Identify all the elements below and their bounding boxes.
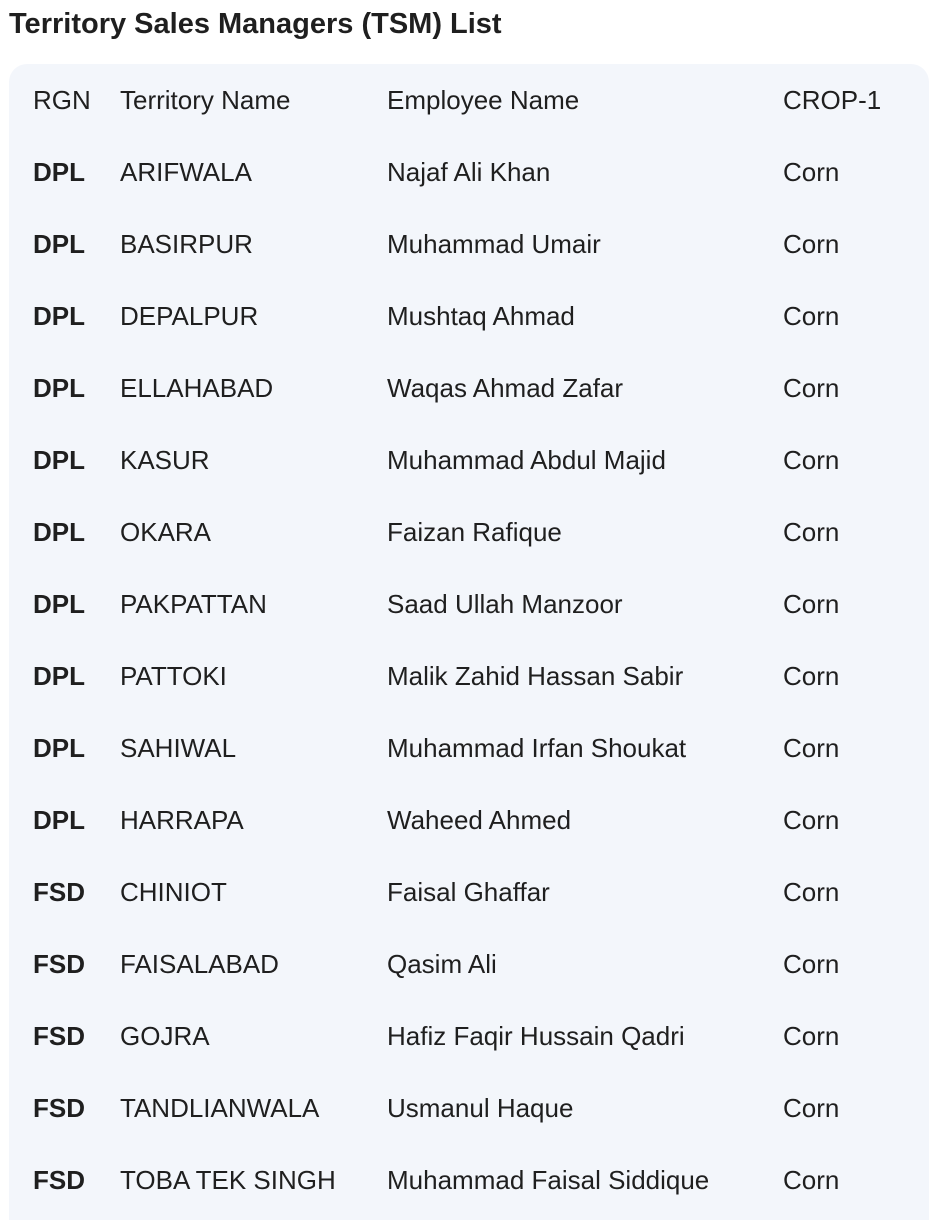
cell-rgn: DPL	[33, 516, 85, 547]
cell-rgn: DPL	[33, 300, 85, 331]
cell-territory-name: ELLAHABAD	[120, 372, 274, 403]
cell-territory-name: GOJRA	[120, 1020, 210, 1051]
cell-territory-name: ARIFWALA	[120, 156, 252, 187]
table-header-row	[9, 64, 929, 136]
cell-territory-name: FAISALABAD	[120, 948, 279, 979]
cell-territory-name: TANDLIANWALA	[120, 1092, 320, 1123]
table-row	[9, 928, 929, 1000]
cell-rgn: DPL	[33, 588, 85, 619]
cell-crop-1: Corn	[783, 372, 840, 403]
table-row	[9, 1144, 929, 1216]
table-row	[9, 352, 929, 424]
table-body	[9, 136, 929, 1216]
cell-employee-name: Faisal Ghaffar	[387, 876, 550, 907]
cell-rgn: DPL	[33, 228, 85, 259]
cell-territory-name: OKARA	[120, 516, 212, 547]
cell-employee-name: Muhammad Irfan Shoukat	[387, 732, 687, 763]
cell-territory-name: PAKPATTAN	[120, 588, 267, 619]
cell-employee-name: Saad Ullah Manzoor	[387, 588, 623, 619]
cell-crop-1: Corn	[783, 660, 840, 691]
cell-employee-name: Waqas Ahmad Zafar	[387, 372, 624, 403]
cell-rgn: DPL	[33, 372, 85, 403]
cell-employee-name: Qasim Ali	[387, 948, 497, 979]
cell-rgn: FSD	[33, 876, 85, 907]
cell-territory-name: SAHIWAL	[120, 732, 237, 763]
cell-territory-name: KASUR	[120, 444, 210, 475]
cell-crop-1: Corn	[783, 588, 840, 619]
cell-crop-1: Corn	[783, 516, 840, 547]
cell-employee-name: Muhammad Abdul Majid	[387, 444, 666, 475]
cell-rgn: FSD	[33, 1164, 85, 1195]
cell-rgn: FSD	[33, 948, 85, 979]
table-row	[9, 784, 929, 856]
column-header-rgn: RGN	[33, 84, 91, 115]
cell-crop-1: Corn	[783, 804, 840, 835]
table-row	[9, 856, 929, 928]
cell-territory-name: BASIRPUR	[120, 228, 253, 259]
cell-rgn: FSD	[33, 1092, 85, 1123]
cell-crop-1: Corn	[783, 228, 840, 259]
cell-crop-1: Corn	[783, 300, 840, 331]
table-row	[9, 568, 929, 640]
cell-crop-1: Corn	[783, 444, 840, 475]
cell-employee-name: Mushtaq Ahmad	[387, 300, 575, 331]
cell-rgn: DPL	[33, 804, 85, 835]
page-title: Territory Sales Managers (TSM) List	[9, 8, 502, 40]
table-row	[9, 640, 929, 712]
cell-rgn: FSD	[33, 1020, 85, 1051]
cell-crop-1: Corn	[783, 948, 840, 979]
cell-employee-name: Faizan Rafique	[387, 516, 562, 547]
column-header-crop-1: CROP-1	[783, 84, 882, 115]
tsm-table-card	[9, 64, 929, 1220]
cell-territory-name: TOBA TEK SINGH	[120, 1164, 336, 1195]
cell-employee-name: Malik Zahid Hassan Sabir	[387, 660, 684, 691]
cell-territory-name: DEPALPUR	[120, 300, 259, 331]
cell-crop-1: Corn	[783, 1164, 840, 1195]
cell-employee-name: Usmanul Haque	[387, 1092, 574, 1123]
table-row	[9, 280, 929, 352]
cell-rgn: DPL	[33, 156, 85, 187]
table-row	[9, 1072, 929, 1144]
cell-rgn: DPL	[33, 444, 85, 475]
cell-territory-name: PATTOKI	[120, 660, 227, 691]
table-row	[9, 712, 929, 784]
cell-crop-1: Corn	[783, 876, 840, 907]
cell-employee-name: Najaf Ali Khan	[387, 156, 551, 187]
table-row	[9, 424, 929, 496]
column-header-territory-name: Territory Name	[120, 84, 291, 115]
table-row	[9, 1000, 929, 1072]
cell-employee-name: Muhammad Faisal Siddique	[387, 1164, 710, 1195]
cell-crop-1: Corn	[783, 732, 840, 763]
cell-employee-name: Waheed Ahmed	[387, 804, 572, 835]
cell-crop-1: Corn	[783, 156, 840, 187]
table-row	[9, 496, 929, 568]
cell-rgn: DPL	[33, 732, 85, 763]
tsm-table	[9, 64, 929, 1216]
cell-territory-name: HARRAPA	[120, 804, 244, 835]
cell-employee-name: Muhammad Umair	[387, 228, 601, 259]
column-header-employee-name: Employee Name	[387, 84, 580, 115]
table-row	[9, 208, 929, 280]
table-row	[9, 136, 929, 208]
cell-rgn: DPL	[33, 660, 85, 691]
cell-crop-1: Corn	[783, 1092, 840, 1123]
cell-employee-name: Hafiz Faqir Hussain Qadri	[387, 1020, 685, 1051]
cell-territory-name: CHINIOT	[120, 876, 227, 907]
cell-crop-1: Corn	[783, 1020, 840, 1051]
